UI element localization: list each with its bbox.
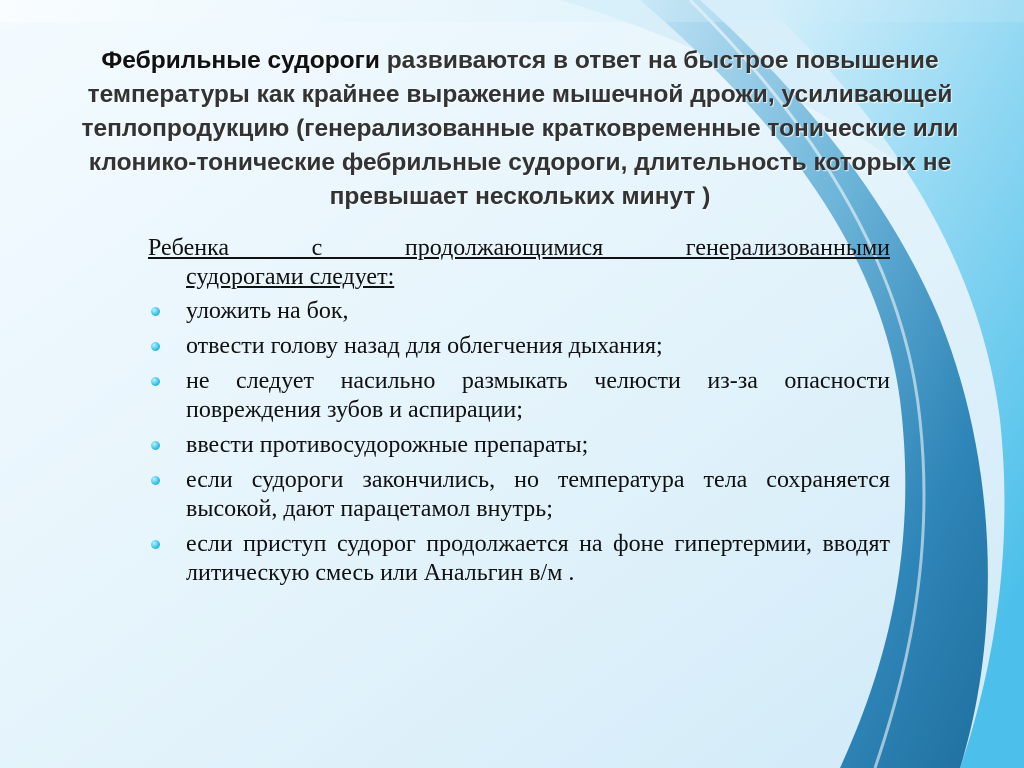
list-item [148, 431, 890, 460]
list-item [148, 466, 890, 524]
bullet-icon [151, 307, 160, 316]
list-item-text: не следует насильно размыкать челюсти из-за опасности повреждения зубов и аспирации; [186, 368, 890, 423]
slide-body [148, 234, 890, 594]
title-text: развиваются в ответ на быстрое повышение температуры как крайнее выражение мышечной дрожи, усиливающей теплопродукцию (генерализованные кратковременные тонические или клонико-тонические фебрильные судороги, длительность которых не превышает нескольких минут ) [81, 47, 959, 210]
list-item-text: уложить на бок, [186, 298, 349, 324]
list-item-text: если приступ судорог продолжается на фоне гипертермии, вводят литическую смесь или Анальгин в/м . [186, 531, 890, 586]
title-term: Фебрильные судороги [101, 47, 380, 74]
bullet-icon [151, 441, 160, 450]
list-item [148, 530, 890, 588]
bullet-icon [151, 377, 160, 386]
list-item [148, 367, 890, 425]
slide-title [40, 44, 1000, 214]
list-item [148, 332, 890, 361]
list-item-text: если судороги закончились, но температура тела сохраняется высокой, дают парацетамол внутрь; [186, 467, 890, 522]
bullet-icon [151, 342, 160, 351]
list-item-text: ввести противосудорожные препараты; [186, 432, 589, 458]
bullet-icon [151, 540, 160, 549]
intro-line-2: судорогами следует: [186, 264, 395, 290]
list-item-text: отвести голову назад для облегчения дыхания; [186, 333, 663, 359]
instruction-list [148, 297, 890, 588]
list-item [148, 297, 890, 326]
intro-line-1: Ребенка с продолжающимися генерализованными [148, 235, 890, 261]
bullet-icon [151, 476, 160, 485]
